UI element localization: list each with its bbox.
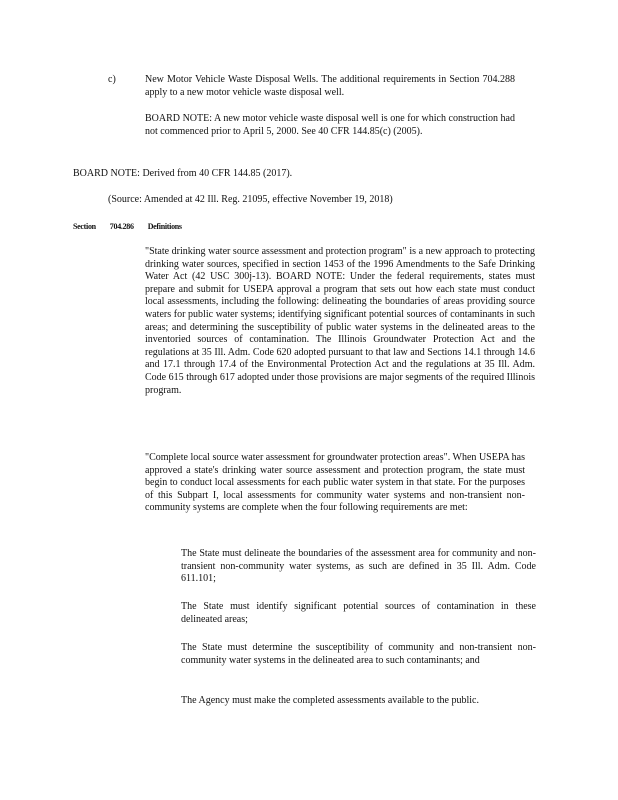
board-note: BOARD NOTE: Derived from 40 CFR 144.85 (2017).: [73, 168, 293, 179]
section-title: Definitions: [147, 222, 182, 231]
source-note: (Source: Amended at 42 Ill. Reg. 21095, effective November 19, 2018): [108, 194, 393, 205]
requirement-item: The State must determine the susceptibility of community and non-transient non-community water systems in the delineated area to such contaminants; and: [181, 642, 536, 666]
section-heading: [73, 222, 182, 231]
section-label: Section: [73, 222, 96, 231]
requirement-item: The State must delineate the boundaries of the assessment area for community and non-transient non-community water systems, as such are defined in 35 Ill. Adm. Code 611.101;: [181, 548, 536, 585]
section-number: 704.286: [109, 222, 134, 231]
definition-paragraph: "State drinking water source assessment and protection program" is a new approach to protecting drinking water sources, specified in section 1453 of the 1996 Amendments to the Safe Drinking Water Act (42 USC 300j-13). BOARD NOTE: Under the federal requirements, states must prepare and submit for USEPA approval a program that sets out how each state must conduct local assessments, including the following: delineating the boundaries of areas providing source waters for public water systems; identifying significant potential sources of contaminants in such areas; and determining the susceptibility of public water systems in the delineated areas to the inventoried sources of contamination. The Illinois Groundwater Protection Act and the regulations at 35 Ill. Adm. Code 620 adopted pursuant to that law and Sections 14.1 through 14.6 and 17.1 through 17.4 of the Environmental Protection Act and the regulations at 35 Ill. Adm. Code 615 through 617 adopted under those provisions are major segments of the required Illinois program.: [145, 246, 535, 396]
item-c-label: c): [108, 74, 116, 85]
definition-paragraph: "Complete local source water assessment for groundwater protection areas". When USEPA has approved a state's drinking water source assessment and protection program, the state must begin to conduct local assessments for each public water system in that state. For the purposes of this Subpart I, local assessments for community water systems and non-transient non-community systems are complete when the four following requirements are met:: [145, 452, 525, 514]
item-c-board-note: BOARD NOTE: A new motor vehicle waste disposal well is one for which construction had not commenced prior to April 5, 2000. See 40 CFR 144.85(c) (2005).: [145, 113, 515, 137]
item-c-text: New Motor Vehicle Waste Disposal Wells. The additional requirements in Section 704.288 apply to a new motor vehicle waste disposal well.: [145, 74, 515, 98]
requirement-item: The Agency must make the completed assessments available to the public.: [181, 695, 479, 706]
requirement-item: The State must identify significant potential sources of contamination in these delineated areas;: [181, 601, 536, 625]
